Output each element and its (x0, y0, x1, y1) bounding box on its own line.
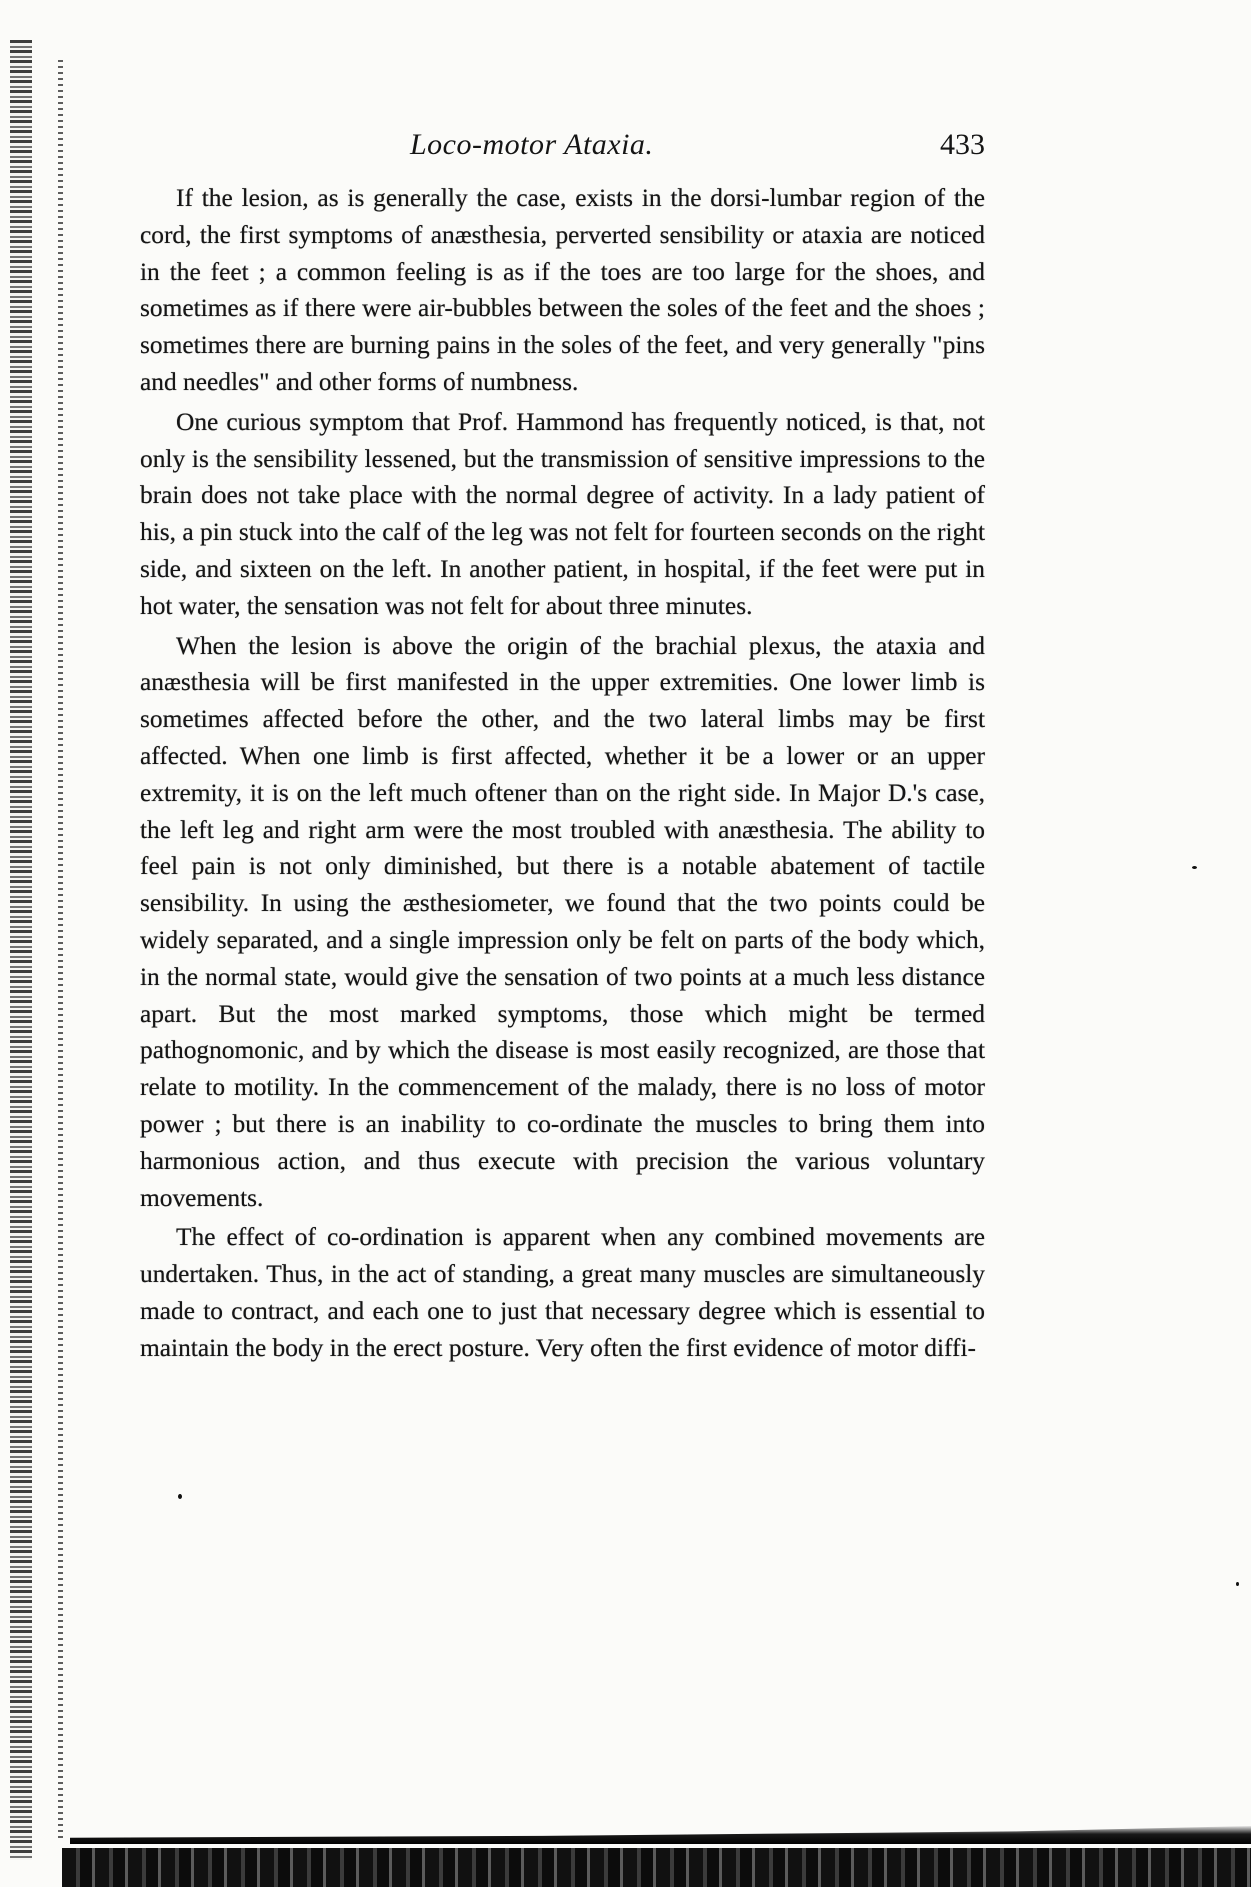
page-header (140, 128, 985, 168)
page-number: 433 (940, 128, 985, 161)
binding-edge (10, 40, 32, 1860)
scan-speck (178, 1494, 182, 1499)
running-title: Loco-motor Ataxia. (410, 128, 654, 161)
paragraph: One curious symptom that Prof. Hammond has frequently noticed, is that, not only is the sensibility lessened, but the transmission of sensitive impressions to the brain does not take place with the normal degree of activity. In a lady patient of his, a pin stuck into the calf of the leg was not felt for fourteen seconds on the right side, and sixteen on the left. In another patient, in hospital, if the feet were put in hot water, the sensation was not felt for about three minutes. (140, 407, 985, 620)
binding-stitching (58, 60, 63, 1840)
body-text (140, 180, 985, 1370)
scan-speck (1236, 1582, 1239, 1586)
paragraph: If the lesion, as is generally the case, exists in the dorsi-lumbar region of the cord, the first symptoms of anæsthesia, perverted sensibility or ataxia are noticed in the feet ; a common feeling is as if the toes are too large for the shoes, and sometimes as if there were air-bubbles between the soles of the feet and the shoes ; sometimes there are burning pains in the soles of the feet, and very generally "pins and needles" and other forms of numbness. (140, 184, 985, 396)
paragraph: The effect of co-ordination is apparent when any combined movements are undertaken. Thus, in the act of standing, a great many muscles are simultaneously made to contract, and each one to just that necessary degree which is essential to maintain the body in the erect posture. Very often the first evidence of motor diffi- (140, 1223, 985, 1362)
scan-speck (1192, 866, 1197, 869)
page-bottom-edge (62, 1848, 1251, 1887)
paragraph: When the lesion is above the origin of the brachial plexus, the ataxia and anæsthesia will be first manifested in the upper extremities. One lower limb is sometimes affected before the other, and the two lateral limbs may be first affected. When one limb is first affected, whether it be a lower or an upper extremity, it is on the left much oftener than on the right side. In Major D.'s case, the left leg and right arm were the most troubled with anæsthesia. The ability to feel pain is not only diminished, but there is a notable abatement of tactile sensibility. In using the æsthesiometer, we found that the two points could be widely separated, and a single impression only be felt on parts of the body which, in the normal state, would give the sensation of two points at a much less distance apart. But the most marked symptoms, those which might be termed pathognomonic, and by which the disease is most easily recognized, are those that relate to motility. In the commencement of the malady, there is no loss of motor power ; but there is an inability to co-ordinate the muscles to bring them into harmonious action, and thus execute with precision the various voluntary movements. (140, 631, 985, 1212)
page-bottom-shadow (70, 1826, 1251, 1844)
